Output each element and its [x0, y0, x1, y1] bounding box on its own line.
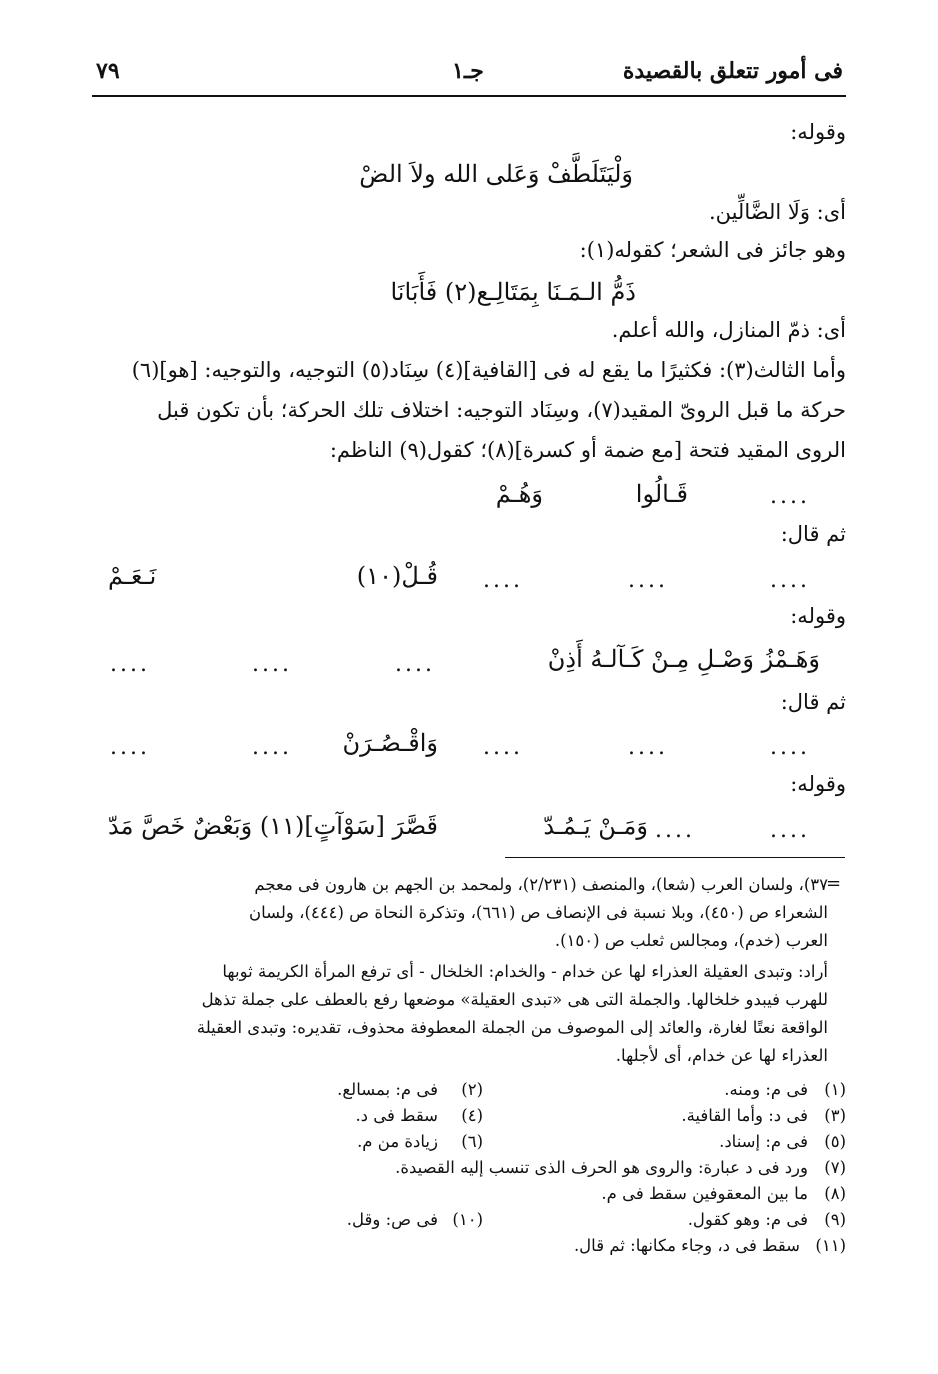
footnote-number: (٣)	[824, 1106, 846, 1125]
text-line: أى: ذمّ المنازل، والله أعلم.	[611, 318, 846, 342]
footnote-text: فى م: بمسالع.	[337, 1080, 438, 1099]
footnote-line: أراد: وتبدى العقيلة العذراء لها عن خدام - والخدام: الخلخال - أى ترفع المرأة الكريمة ثوبها	[222, 962, 828, 981]
page-number: ٧٩	[96, 58, 120, 84]
verse-ellipsis: ....	[770, 568, 810, 593]
footnote-number: (٥)	[824, 1132, 846, 1151]
verse-ellipsis: ....	[770, 818, 810, 843]
verse-word: نَـعَـمْ	[108, 562, 157, 590]
verse-ellipsis: ....	[483, 735, 523, 760]
footnote-text: فى م: ومنه.	[724, 1080, 808, 1099]
footnote-number: (٢)	[461, 1080, 483, 1099]
verse-ellipsis: ....	[483, 568, 523, 593]
verse-word: وَمَـنْ يَـمُـدّ	[543, 812, 648, 840]
footnote-line: العرب (خدم)، ومجالس ثعلب ص (١٥٠).	[554, 931, 828, 950]
footnote-line: ٣٧)، ولسان العرب (شعا)، والمنصف (٢/٢٣١)، ولمحمد بن الجهم بن هارون فى معجم	[254, 875, 828, 894]
footnote-number: (٤)	[461, 1106, 483, 1125]
verse-word: قَصَّرَ [سَوْآتٍ](١١) وَبَعْضٌ خَصَّ مَدّ	[108, 812, 438, 840]
verse-ellipsis: ....	[395, 652, 435, 677]
text-line: حركة ما قبل الروىّ المقيد(٧)، وسِنَاد التوجيه: اختلاف تلك الحركة؛ بأن تكون قبل	[157, 398, 846, 422]
footnote-text: فى د: وأما القافية.	[681, 1106, 808, 1125]
volume-label: جـ١	[452, 58, 484, 84]
footnote-line: الواقعة نعتًا لغارة، والعائد إلى الموصوف من الجملة المعطوفة محذوف، تقديره: وتبدى العقيلة	[196, 1018, 828, 1037]
footnote-rule	[505, 857, 845, 858]
footnote-number: (١)	[824, 1080, 846, 1099]
continuation-mark: =	[826, 873, 842, 894]
text-line: وقوله:	[790, 604, 846, 628]
verse-ellipsis: ....	[628, 568, 668, 593]
footnote-number: (١١)	[815, 1236, 846, 1255]
text-line: الروى المقيد فتحة [مع ضمة أو كسرة](٨)؛ كقول(٩) الناظم:	[329, 438, 846, 462]
footnote-text: سقط فى د، وجاء مكانها: ثم قال.	[573, 1236, 800, 1255]
verse-ellipsis: ....	[770, 484, 810, 509]
verse-ellipsis: ....	[252, 735, 292, 760]
header-rule	[92, 95, 846, 97]
footnote-text: فى م: إسناد.	[719, 1132, 808, 1151]
text-line: وهو جائز فى الشعر؛ كقوله(١):	[579, 238, 846, 262]
verse-line: وَلْيَتَلَطَّفْ وَعَلى الله ولاَ الضْ	[359, 160, 633, 188]
footnote-text: سقط فى د.	[355, 1106, 438, 1125]
verse-ellipsis: ....	[628, 735, 668, 760]
chapter-title: فى أمور تتعلق بالقصيدة	[622, 58, 843, 84]
footnote-text: فى ص: وقل.	[346, 1210, 438, 1229]
verse-word: قُـلْ(١٠)	[356, 562, 438, 590]
text-line: أى: وَلَا الضَّالِّين.	[708, 200, 846, 224]
verse-ellipsis: ....	[252, 652, 292, 677]
footnote-number: (٨)	[824, 1184, 846, 1203]
footnote-line: للهرب فيبدو خلخالها. والجملة التى هى «تبدى العقيلة» موضعها رفع بالعطف على جملة تذهل	[201, 990, 828, 1009]
verse-ellipsis: ....	[655, 818, 695, 843]
verse-line: ذَمُّ الـمَـنَا بِمَتَالِـع(٢) فَأَبَانَا	[390, 278, 636, 306]
text-line: وقوله:	[790, 120, 846, 144]
text-line: ثم قال:	[780, 690, 846, 714]
text-line: وقوله:	[790, 772, 846, 796]
verse-line: وَهَـمْزُ وَصْـلِ مِـنْ كَـآلـهُ أَذِنْ	[547, 645, 820, 673]
verse-word: وَاقْـصُـرَنْ	[342, 729, 438, 757]
verse-ellipsis: ....	[770, 735, 810, 760]
text-line: ثم قال:	[780, 522, 846, 546]
footnote-line: الشعراء ص (٤٥٠)، وبلا نسبة فى الإنصاف ص (٦٦١)، وتذكرة النحاة ص (٤٤٤)، ولسان	[249, 903, 828, 922]
footnote-line: العذراء لها عن خدام، أى لأجلها.	[615, 1046, 828, 1065]
verse-ellipsis: ....	[110, 735, 150, 760]
footnote-text: زيادة من م.	[357, 1132, 438, 1151]
verse-word: قَـالُوا	[635, 480, 688, 508]
footnote-number: (١٠)	[452, 1210, 483, 1229]
footnote-text: فى م: وهو كقول.	[687, 1210, 808, 1229]
verse-ellipsis: ....	[110, 652, 150, 677]
verse-word: وَهُـمْ	[495, 480, 543, 508]
text-line: وأما الثالث(٣): فكثيرًا ما يقع له فى [القافية](٤) سِنَاد(٥) التوجيه، والتوجيه: [هو](٦)	[131, 358, 846, 382]
footnote-text: ورد فى د عبارة: والروى هو الحرف الذى تنسب إليه القصيدة.	[395, 1158, 808, 1177]
footnote-number: (٦)	[461, 1132, 483, 1151]
footnote-text: ما بين المعقوفين سقط فى م.	[601, 1184, 808, 1203]
footnote-number: (٧)	[824, 1158, 846, 1177]
footnote-number: (٩)	[824, 1210, 846, 1229]
